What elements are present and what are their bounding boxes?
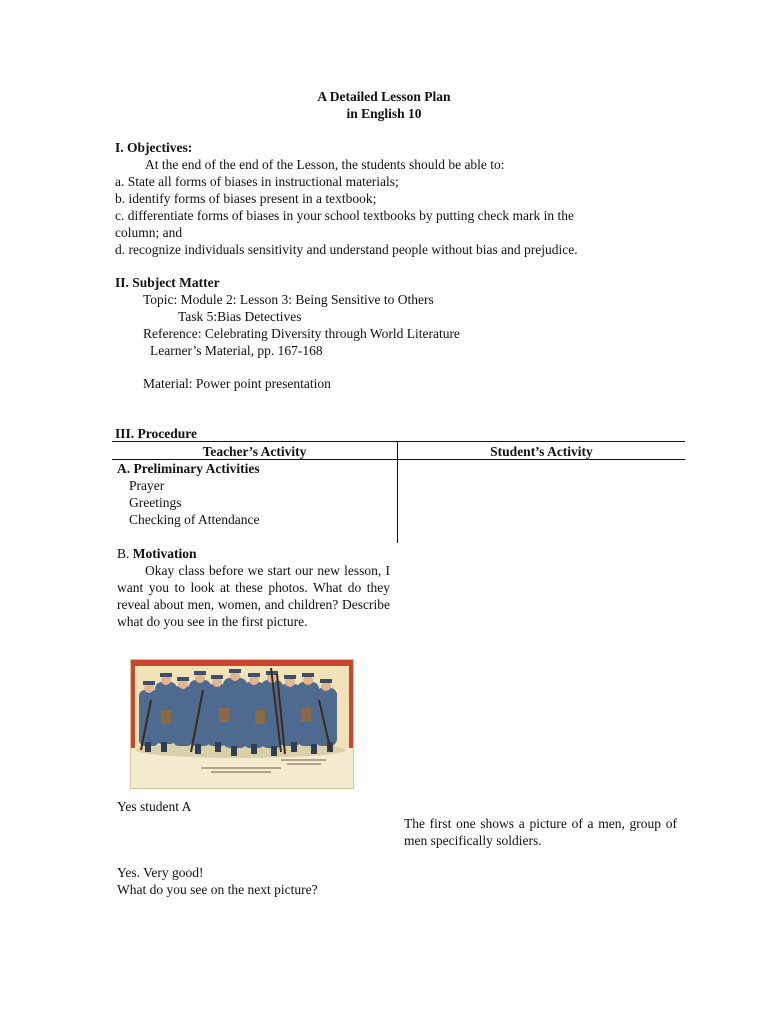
subject-material: Material: Power point presentation <box>143 376 331 391</box>
procedure-heading: III. Procedure <box>115 426 197 441</box>
soldiers-painting-image <box>130 659 354 789</box>
document-subtitle: in English 10 <box>346 106 422 121</box>
subject-reference: Reference: Celebrating Diversity through World Literature <box>143 326 460 341</box>
teacher-next-question: What do you see on the next picture? <box>117 882 318 897</box>
student-answer: The first one shows a picture of a men, group of men specifically soldiers. <box>404 816 677 848</box>
column-header-student: Student’s Activity <box>490 444 593 459</box>
subject-learners-material: Learner’s Material, pp. 167-168 <box>150 343 323 358</box>
teacher-praise: Yes. Very good! <box>117 865 204 880</box>
objective-item-c-cont: column; and <box>115 225 183 240</box>
objective-item-a: a. State all forms of biases in instructional materials; <box>115 174 399 189</box>
preliminary-item-attendance: Checking of Attendance <box>129 512 260 527</box>
motivation-label: Motivation <box>132 546 197 561</box>
preliminary-item-greetings: Greetings <box>129 495 182 510</box>
document-title: A Detailed Lesson Plan <box>317 89 451 104</box>
objective-item-c: c. differentiate forms of biases in your school textbooks by putting check mark in the <box>115 208 575 223</box>
subject-task: Task 5:Bias Detectives <box>178 309 302 324</box>
objectives-heading: I. Objectives: <box>115 140 193 155</box>
table-top-rule <box>112 441 685 442</box>
preliminary-heading: A. Preliminary Activities <box>117 461 260 476</box>
column-header-teacher: Teacher’s Activity <box>202 444 307 459</box>
teacher-call-student: Yes student A <box>117 799 192 814</box>
motivation-text: Okay class before we start our new lesson, I want you to look at these photos. What do they reveal about men, women, and children? Describe what do you see in the first picture. <box>117 563 390 629</box>
preliminary-item-prayer: Prayer <box>129 478 165 493</box>
objective-item-b: b. identify forms of biases present in a textbook; <box>115 191 377 206</box>
objective-item-d: d. recognize individuals sensitivity and understand people without bias and prejudice. <box>115 242 578 257</box>
subject-topic: Topic: Module 2: Lesson 3: Being Sensitive to Others <box>143 292 434 307</box>
motivation-prefix: B. <box>117 546 133 561</box>
subject-matter-heading: II. Subject Matter <box>115 275 220 290</box>
soldiers-painting-illustration <box>131 660 353 788</box>
objectives-intro: At the end of the end of the Lesson, the students should be able to: <box>145 157 505 172</box>
motivation-heading <box>117 545 197 562</box>
